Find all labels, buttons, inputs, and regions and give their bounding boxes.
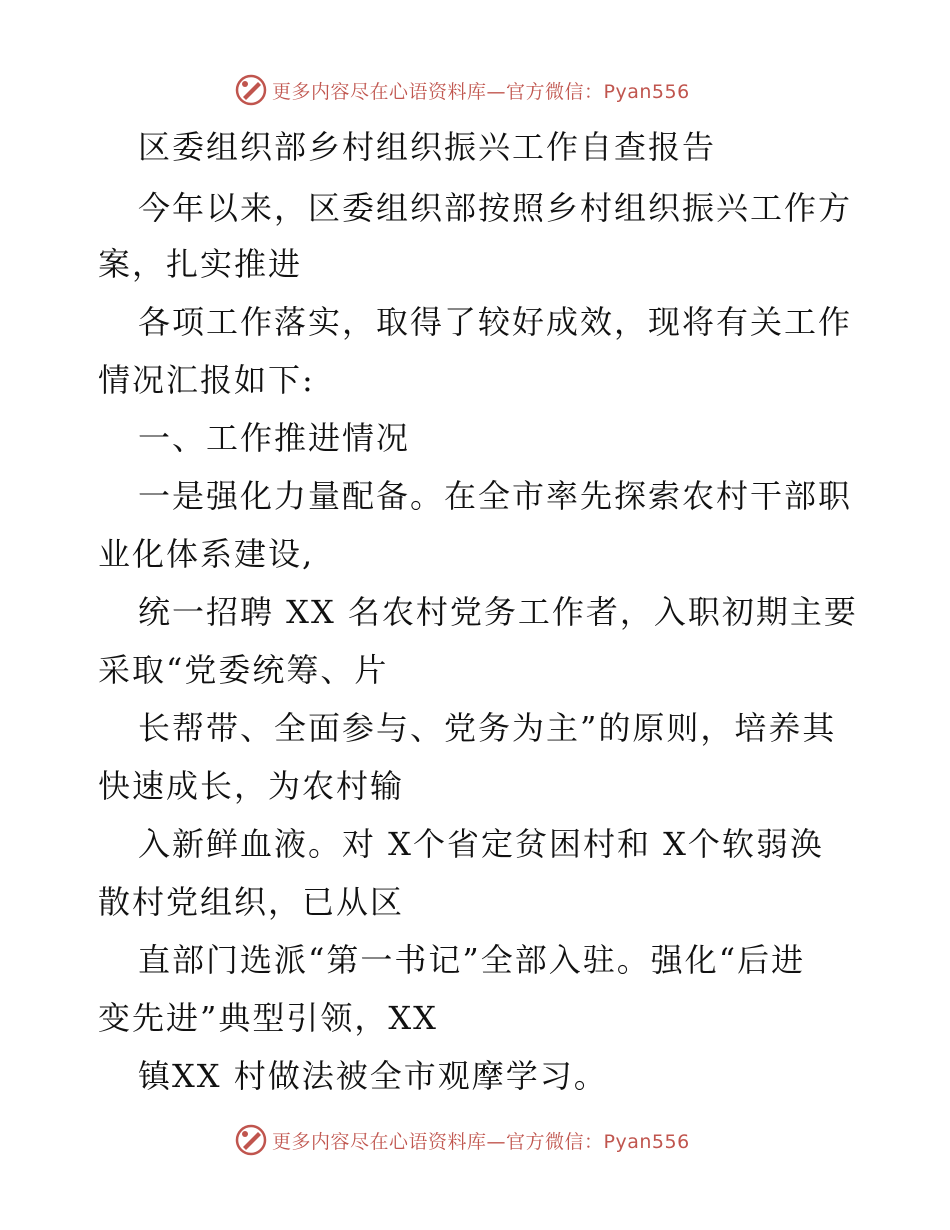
body-line: 入新鲜血液。对 X个省定贫困村和 X个软弱涣 (138, 825, 824, 863)
document-title: 区委组织部乡村组织振兴工作自查报告 (138, 128, 717, 166)
body-line: 长帮带、全面参与、党务为主”的原则，培养其 (138, 709, 837, 747)
body-line: 镇XX 村做法被全市观摩学习。 (138, 1057, 608, 1095)
body-line: 情况汇报如下: (98, 361, 315, 399)
logo-icon (234, 1123, 268, 1157)
body-line: 变先进”典型引领，XX (98, 999, 438, 1037)
body-line: 各项工作落实，取得了较好成效，现将有关工作 (138, 303, 853, 341)
watermark-text: 更多内容尽在心语资料库—官方微信：Pyan556 (272, 1130, 690, 1153)
watermark-header (234, 73, 690, 107)
logo-icon (234, 73, 268, 107)
body-line: 业化体系建设, (98, 535, 315, 573)
watermark-text: 更多内容尽在心语资料库—官方微信：Pyan556 (272, 80, 690, 103)
body-line: 一是强化力量配备。在全市率先探索农村干部职 (138, 477, 853, 515)
body-line: 散村党组织，已从区 (98, 883, 405, 921)
watermark-footer (234, 1123, 690, 1157)
body-line: 今年以来，区委组织部按照乡村组织振兴工作方 (138, 189, 853, 227)
body-line: 快速成长，为农村输 (98, 767, 405, 805)
body-line: 采取“党委统筹、片 (98, 651, 389, 689)
section-heading: 一、工作推进情况 (138, 419, 411, 457)
body-line: 直部门选派“第一书记”全部入驻。强化“后进 (138, 941, 806, 979)
body-line: 统一招聘 XX 名农村党务工作者，入职初期主要 (138, 593, 858, 631)
body-line: 案，扎实推进 (98, 245, 303, 283)
